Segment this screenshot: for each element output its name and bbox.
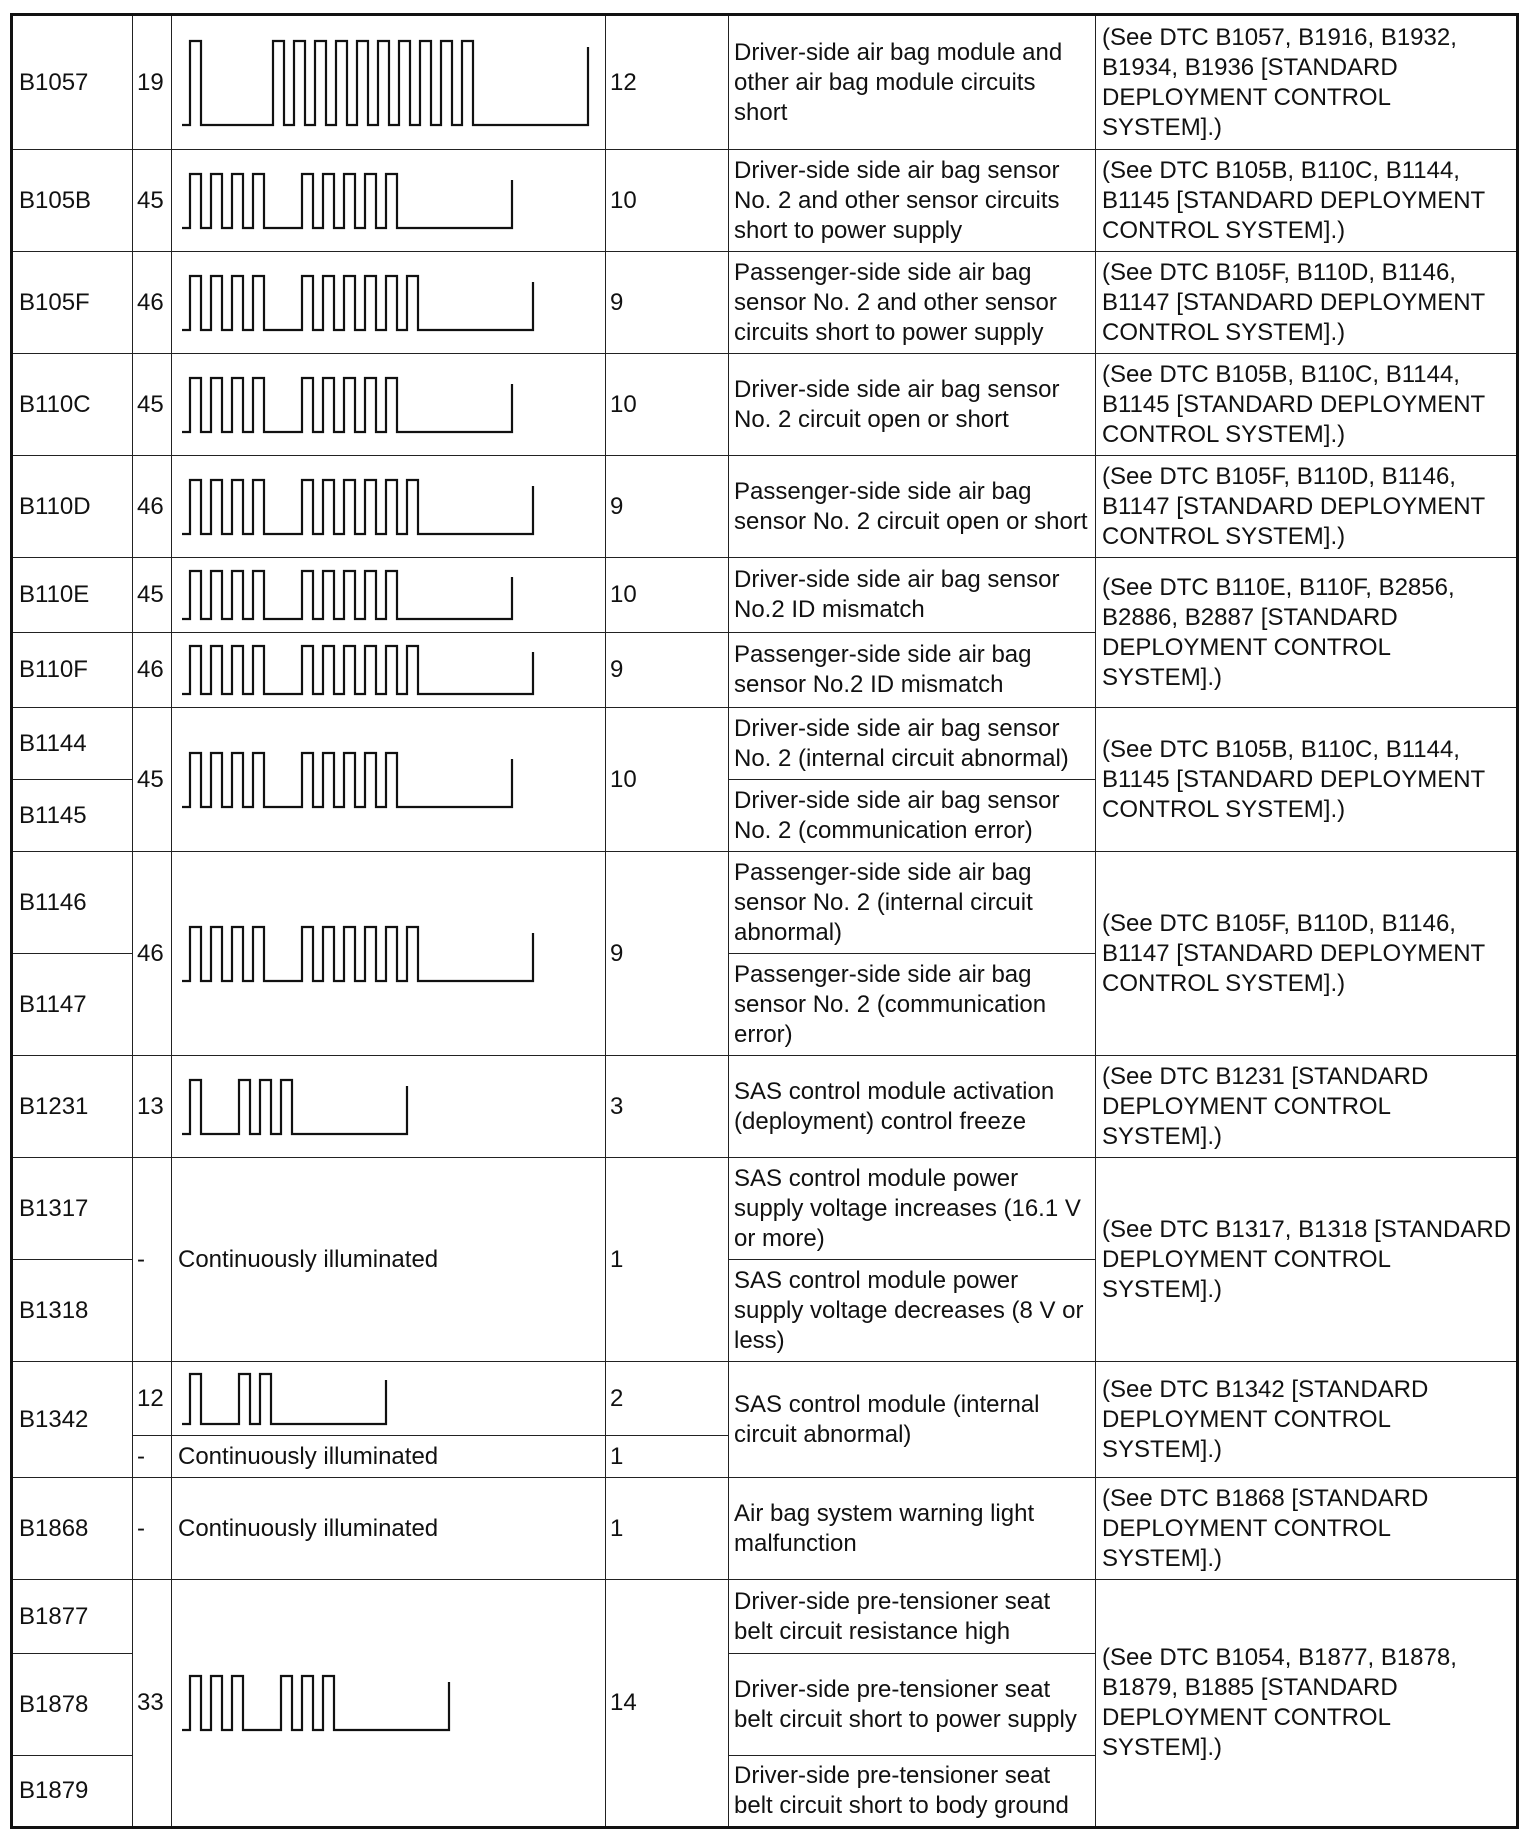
flash-pattern-waveform [178,370,598,440]
flash-count: 12 [133,1362,172,1436]
table-row [12,456,1518,558]
flash-pattern [172,852,606,1056]
flash-pattern-waveform [178,166,598,236]
malfunction-description: Driver-side pre-tensioner seat belt circuit resistance high [729,1580,1096,1654]
waveform-trace [182,927,533,981]
malfunction-description: Passenger-side side air bag sensor No. 2 (communication error) [729,954,1096,1056]
dtc-code: B105B [12,150,133,252]
dtc-code: B1879 [12,1756,133,1828]
flash-count: 45 [133,150,172,252]
table-row [12,1158,1518,1260]
waveform-trace [182,276,533,330]
flash-count: - [133,1436,172,1478]
flash-total: 1 [606,1478,729,1580]
waveform-trace [182,174,512,228]
malfunction-description: Passenger-side side air bag sensor No. 2 circuit open or short [729,456,1096,558]
table-row [12,252,1518,354]
flash-total: 10 [606,354,729,456]
flash-count: - [133,1478,172,1580]
flash-total: 10 [606,150,729,252]
flash-pattern-waveform [178,563,598,627]
dtc-reference: (See DTC B105F, B110D, B1146, B1147 [STANDARD DEPLOYMENT CONTROL SYSTEM].) [1096,852,1518,1056]
malfunction-description: Driver-side side air bag sensor No. 2 (internal circuit abnormal) [729,708,1096,780]
waveform-trace [182,378,512,432]
flash-pattern-waveform [178,638,598,702]
malfunction-description: Passenger-side side air bag sensor No. 2 and other sensor circuits short to power supply [729,252,1096,354]
flash-pattern [172,558,606,633]
malfunction-description: Driver-side air bag module and other air bag module circuits short [729,15,1096,150]
dtc-reference: (See DTC B1342 [STANDARD DEPLOYMENT CONTROL SYSTEM].) [1096,1362,1518,1478]
flash-pattern-waveform [178,33,598,133]
flash-pattern-waveform [178,268,598,338]
flash-count: 45 [133,558,172,633]
dtc-flash-pattern-table [10,13,1519,1829]
malfunction-description: Driver-side side air bag sensor No.2 ID mismatch [729,558,1096,633]
flash-count: 46 [133,633,172,708]
waveform-trace [182,480,533,534]
waveform-trace [182,646,533,694]
dtc-reference: (See DTC B1054, B1877, B1878, B1879, B1885 [STANDARD DEPLOYMENT CONTROL SYSTEM].) [1096,1580,1518,1828]
dtc-code: B110C [12,354,133,456]
flash-count: 13 [133,1056,172,1158]
dtc-code: B1868 [12,1478,133,1580]
flash-pattern [172,633,606,708]
table-row [12,558,1518,633]
waveform-trace [182,1374,386,1424]
waveform-trace [182,753,512,807]
dtc-code: B1144 [12,708,133,780]
dtc-code: B1231 [12,1056,133,1158]
dtc-code: B1878 [12,1654,133,1756]
malfunction-description: Passenger-side side air bag sensor No. 2 (internal circuit abnormal) [729,852,1096,954]
flash-total: 9 [606,633,729,708]
dtc-reference: (See DTC B105B, B110C, B1144, B1145 [STANDARD DEPLOYMENT CONTROL SYSTEM].) [1096,708,1518,852]
table-row [12,1478,1518,1580]
flash-pattern [172,150,606,252]
flash-count: 33 [133,1580,172,1828]
flash-total: 2 [606,1362,729,1436]
malfunction-description: Driver-side side air bag sensor No. 2 circuit open or short [729,354,1096,456]
dtc-code: B1145 [12,780,133,852]
dtc-reference: (See DTC B105F, B110D, B1146, B1147 [STANDARD DEPLOYMENT CONTROL SYSTEM].) [1096,456,1518,558]
dtc-reference: (See DTC B110E, B110F, B2856, B2886, B2887 [STANDARD DEPLOYMENT CONTROL SYSTEM].) [1096,558,1518,708]
flash-pattern-waveform [178,919,598,989]
flash-pattern [172,1580,606,1828]
dtc-code: B1147 [12,954,133,1056]
flash-total: 10 [606,708,729,852]
malfunction-description: Driver-side side air bag sensor No. 2 (communication error) [729,780,1096,852]
flash-pattern-waveform [178,1072,598,1142]
dtc-code: B1146 [12,852,133,954]
dtc-code: B1342 [12,1362,133,1478]
flash-count: 46 [133,252,172,354]
flash-pattern [172,354,606,456]
flash-count: 46 [133,852,172,1056]
waveform-trace [182,571,512,619]
table-row [12,708,1518,780]
malfunction-description: Air bag system warning light malfunction [729,1478,1096,1580]
dtc-reference: (See DTC B1868 [STANDARD DEPLOYMENT CONTROL SYSTEM].) [1096,1478,1518,1580]
dtc-code: B110E [12,558,133,633]
flash-count: 45 [133,354,172,456]
flash-pattern-waveform [178,745,598,815]
flash-pattern [172,252,606,354]
flash-pattern-text: Continuously illuminated [172,1478,606,1580]
flash-pattern [172,1056,606,1158]
dtc-code: B110F [12,633,133,708]
dtc-reference: (See DTC B105F, B110D, B1146, B1147 [STANDARD DEPLOYMENT CONTROL SYSTEM].) [1096,252,1518,354]
malfunction-description: Driver-side side air bag sensor No. 2 and other sensor circuits short to power supply [729,150,1096,252]
table-row [12,1056,1518,1158]
table-row [12,15,1518,150]
flash-total: 14 [606,1580,729,1828]
table-row [12,150,1518,252]
flash-count: 45 [133,708,172,852]
flash-pattern [172,708,606,852]
waveform-trace [182,41,588,125]
flash-pattern [172,15,606,150]
flash-total: 12 [606,15,729,150]
dtc-code: B1877 [12,1580,133,1654]
flash-count: 46 [133,456,172,558]
flash-pattern-text: Continuously illuminated [172,1158,606,1362]
dtc-code: B105F [12,252,133,354]
dtc-code: B1057 [12,15,133,150]
flash-total: 9 [606,852,729,1056]
waveform-trace [182,1080,407,1134]
flash-pattern [172,1362,606,1436]
flash-pattern [172,456,606,558]
malfunction-description: SAS control module activation (deployment) control freeze [729,1056,1096,1158]
flash-pattern-waveform [178,1366,598,1432]
malfunction-description: Passenger-side side air bag sensor No.2 ID mismatch [729,633,1096,708]
flash-total: 9 [606,456,729,558]
dtc-reference: (See DTC B105B, B110C, B1144, B1145 [STANDARD DEPLOYMENT CONTROL SYSTEM].) [1096,150,1518,252]
malfunction-description: Driver-side pre-tensioner seat belt circuit short to power supply [729,1654,1096,1756]
flash-total: 9 [606,252,729,354]
dtc-reference: (See DTC B1057, B1916, B1932, B1934, B1936 [STANDARD DEPLOYMENT CONTROL SYSTEM].) [1096,15,1518,150]
table-row [12,852,1518,954]
flash-pattern-text: Continuously illuminated [172,1436,606,1478]
malfunction-description: SAS control module (internal circuit abnormal) [729,1362,1096,1478]
table-row [12,1362,1518,1436]
malfunction-description: SAS control module power supply voltage increases (16.1 V or more) [729,1158,1096,1260]
dtc-code: B1318 [12,1260,133,1362]
malfunction-description: Driver-side pre-tensioner seat belt circuit short to body ground [729,1756,1096,1828]
waveform-trace [182,1676,449,1730]
dtc-reference: (See DTC B105B, B110C, B1144, B1145 [STANDARD DEPLOYMENT CONTROL SYSTEM].) [1096,354,1518,456]
flash-count: 19 [133,15,172,150]
flash-total: 1 [606,1436,729,1478]
flash-total: 10 [606,558,729,633]
flash-count: - [133,1158,172,1362]
dtc-code: B1317 [12,1158,133,1260]
table-row [12,1580,1518,1654]
table-row [12,354,1518,456]
malfunction-description: SAS control module power supply voltage decreases (8 V or less) [729,1260,1096,1362]
dtc-reference: (See DTC B1317, B1318 [STANDARD DEPLOYMENT CONTROL SYSTEM].) [1096,1158,1518,1362]
flash-total: 3 [606,1056,729,1158]
dtc-code: B110D [12,456,133,558]
flash-pattern-waveform [178,1668,598,1738]
flash-total: 1 [606,1158,729,1362]
dtc-reference: (See DTC B1231 [STANDARD DEPLOYMENT CONTROL SYSTEM].) [1096,1056,1518,1158]
flash-pattern-waveform [178,472,598,542]
